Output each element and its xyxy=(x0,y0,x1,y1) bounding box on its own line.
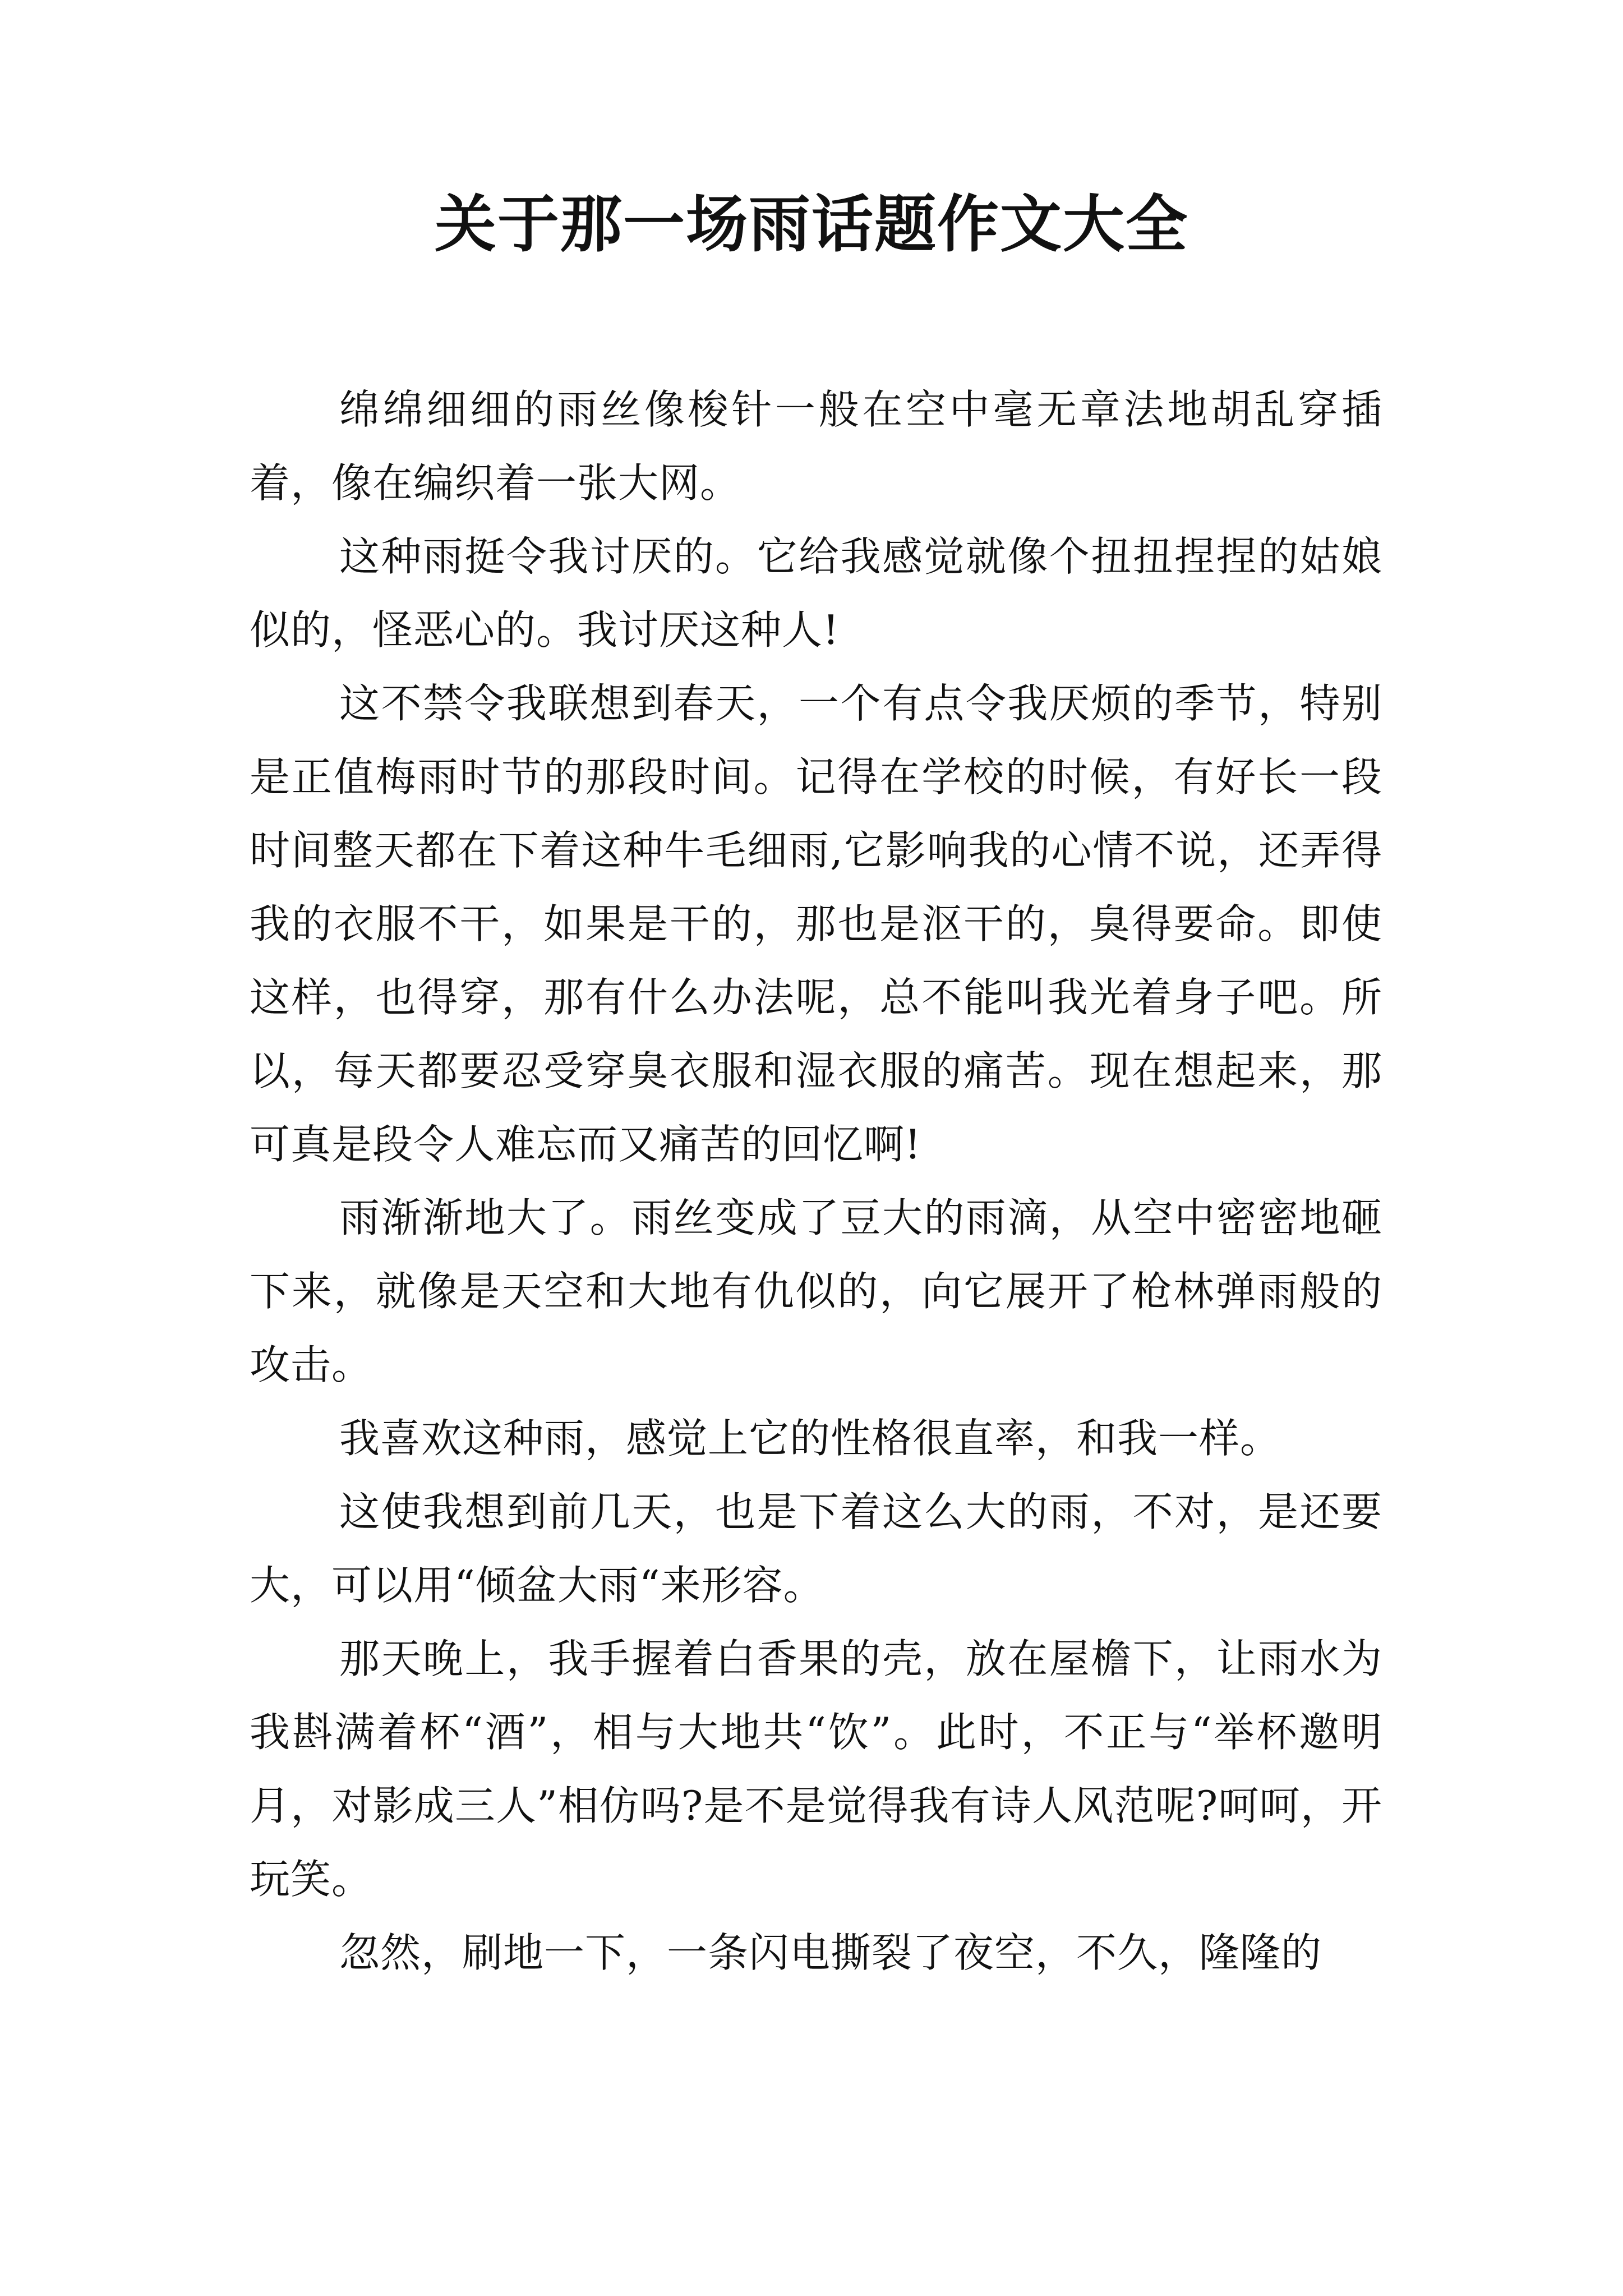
paragraph: 这不禁令我联想到春天，一个有点令我厌烦的季节，特别是正值梅雨时节的那段时间。记得在学校的时候，有好长一段时间整天都在下着这种牛毛细雨,它影响我的心情不说，还弄得我的衣服不干，如果是干的，那也是沤干的，臭得要命。即使这样，也得穿，那有什么办法呢，总不能叫我光着身子吧。所以，每天都要忍受穿臭衣服和湿衣服的痛苦。现在想起来，那可真是段令人难忘而又痛苦的回忆啊! xyxy=(250,680,1382,1168)
paragraph: 这使我想到前几天，也是下着这么大的雨，不对，是还要大，可以用“倾盆大雨“来形容。 xyxy=(250,1488,1382,1609)
document-title: 关于那一场雨话题作文大全 xyxy=(435,188,1188,260)
paragraph: 我喜欢这种雨，感觉上它的性格很直率，和我一样。 xyxy=(339,1415,1281,1462)
document-body xyxy=(250,373,1382,1990)
paragraph: 雨渐渐地大了。雨丝变成了豆大的雨滴，从空中密密地砸下来，就像是天空和大地有仇似的，向它展开了枪林弹雨般的攻击。 xyxy=(250,1194,1382,1388)
paragraph: 绵绵细细的雨丝像梭针一般在空中毫无章法地胡乱穿插着，像在编织着一张大网。 xyxy=(250,386,1382,507)
paragraph: 忽然，刷地一下，一条闪电撕裂了夜空，不久，隆隆的 xyxy=(339,1929,1322,1976)
paragraph: 这种雨挺令我讨厌的。它给我感觉就像个扭扭捏捏的姑娘似的，怪恶心的。我讨厌这种人! xyxy=(250,533,1382,654)
paragraph: 那天晚上，我手握着白香果的壳，放在屋檐下，让雨水为我斟满着杯“酒”，相与大地共“饮”。此时，不正与“举杯邀明月，对影成三人”相仿吗?是不是觉得我有诗人风范呢?呵呵，开玩笑。 xyxy=(250,1635,1382,1903)
